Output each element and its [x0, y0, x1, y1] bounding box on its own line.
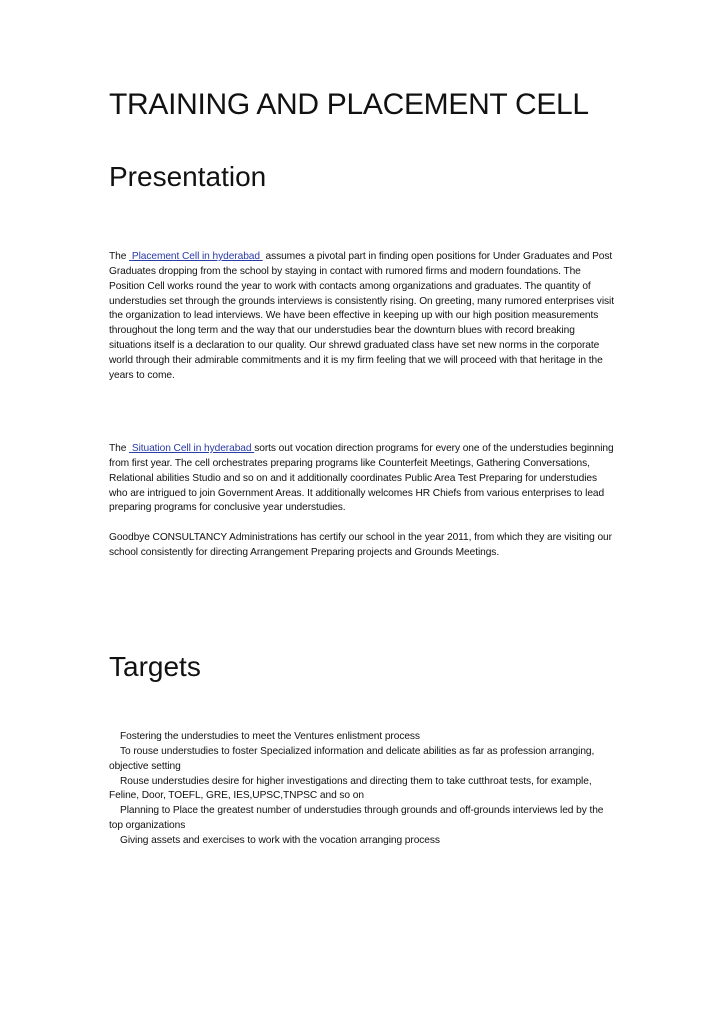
list-item: Rouse understudies desire for higher investigations and directing them to take cutthroat tests, for example, Feline, Door, TOEFL, GRE, IES,UPSC,TNPSC and so on: [109, 775, 592, 802]
list-item: To rouse understudies to foster Specialized information and delicate abilities as far as profession arranging, objective setting: [109, 745, 595, 772]
targets-list: [109, 730, 614, 849]
page-title: TRAINING AND PLACEMENT CELL: [109, 88, 589, 121]
paragraph-prefix: The: [109, 443, 127, 454]
paragraph-body: assumes a pivotal part in finding open positions for Under Graduates and Post Graduates dropping from the school by staying in contact with rumored firms and modern foundations. The Position Cell works round the year to work with contacts among organizations and graduates. The quantity of understudies set through the grounds interviews is consistently rising. On greeting, many rumored enterprises visit the organization to lead interviews. We have been effective in keeping up with our high position measurements throughout the long term and the way that our understudies bear the downturn blues with record breaking situations itself is a declaration to our quality. Our shrewd graduated class have set new norms in the corporate world through their admirable commitments and it is my firm feeling that we will proceed with that heritage in the years to come.: [109, 251, 614, 381]
situation-cell-link[interactable]: Situation Cell in hyderabad: [131, 443, 252, 454]
situation-cell-paragraph: [109, 442, 614, 516]
targets-heading: Targets: [109, 651, 201, 682]
list-item: Fostering the understudies to meet the Ventures enlistment process: [120, 731, 420, 742]
placement-cell-link[interactable]: Placement Cell in hyderabad: [131, 251, 260, 262]
presentation-heading: Presentation: [109, 161, 267, 192]
consultancy-paragraph: Goodbye CONSULTANCY Administrations has certify our school in the year 2011, from which they are visiting our school consistently for directing Arrangement Preparing projects and Grounds Meetings.: [109, 532, 612, 558]
placement-cell-paragraph: [109, 250, 614, 384]
list-item: Planning to Place the greatest number of understudies through grounds and off-grounds interviews led by the top organizations: [109, 805, 604, 832]
list-item: Giving assets and exercises to work with the vocation arranging process: [120, 834, 440, 846]
paragraph-body: sorts out vocation direction programs for every one of the understudies beginning from first year. The cell orchestrates preparing programs like Counterfeit Meetings, Gathering Conversations, Relational abilities Studio and so on and it additionally coordinates Public Area Test Preparing for understudies who are intrigued to join Government Areas. It additionally welcomes HR Chiefs from various enterprises to lead preparing programs for conclusive year understudies.: [109, 443, 614, 514]
paragraph-prefix: The: [109, 251, 127, 262]
